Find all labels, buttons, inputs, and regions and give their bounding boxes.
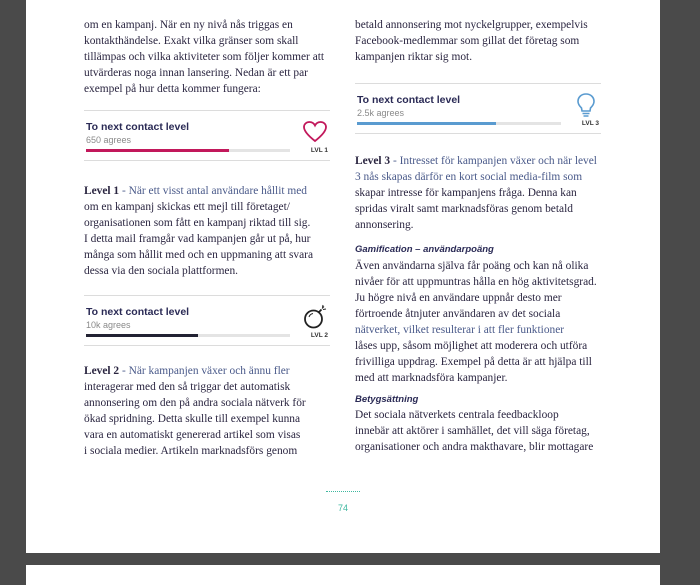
progress-track xyxy=(86,334,290,337)
level-1-heading: Level 1 xyxy=(84,185,120,197)
lightbulb-icon xyxy=(573,92,599,118)
next-page-edge xyxy=(26,565,660,585)
left-intro-paragraph: om en kampanj. När en ny nivå nås triggas en kontakthändelse. Exakt vilka gränser som skall tillämpas och vilka aktiviteter som följer kommer att utvärderas noga innan lansering. Nedan är ett par exempel på hur detta kommer fungera: xyxy=(84,19,325,95)
level-label: LVL 1 xyxy=(310,147,328,154)
progress-fill xyxy=(86,334,198,337)
agrees-count: 2.5k agrees xyxy=(357,108,405,118)
level-label: LVL 2 xyxy=(310,332,328,339)
level-3-paragraph: Level 3 - Intresset för kampanjen växer och när level 3 nås skapas därför en kort social media-film som skapar intresse för kampanjens fråga. Denna kan spridas viralt samt marknadsföras genom betald annonsering. xyxy=(355,155,597,231)
agrees-count: 650 agrees xyxy=(86,135,132,145)
progress-fill xyxy=(86,149,229,152)
box-title: To next contact level xyxy=(86,306,190,318)
level-2-heading: Level 2 xyxy=(84,365,120,377)
right-intro-paragraph: betald annonsering mot nyckelgrupper, exempelvis Facebook-medlemmar som gillat det företag som kampanjen riktar sig mot. xyxy=(355,19,588,63)
progress-track xyxy=(357,122,561,125)
page-number: 74 xyxy=(337,503,348,513)
level-label: LVL 3 xyxy=(581,120,599,127)
gamification-heading: Gamification – användarpoäng xyxy=(355,244,494,255)
level-2-paragraph: Level 2 - När kampanjen växer och ännu fler interagerar med den så triggar det automatisk annonsering om den på andra sociala nätverk för ökad spridning. Detta skulle till exempel kunna vara en automatiskt genererad artikel som visas i sociala medier. Artikeln marknadsförs genom xyxy=(84,365,306,457)
contact-level-box-1 xyxy=(84,110,330,161)
document-page xyxy=(26,0,660,553)
contact-level-box-3 xyxy=(355,83,601,134)
contact-level-box-2 xyxy=(84,295,330,346)
agrees-count: 10k agrees xyxy=(86,320,131,330)
level-1-paragraph: Level 1 - När ett visst antal användare hållit med om en kampanj skickas ett mejl till företaget/ organisationen som fått en kampanj riktad till sig. I detta mail framgår vad kampanjen går ut på, hur många som hållit med och en uppmaning att svara dessa via den sociala plattformen. xyxy=(84,185,314,277)
footer-divider xyxy=(326,491,360,492)
level-3-heading: Level 3 xyxy=(355,155,391,167)
progress-track xyxy=(86,149,290,152)
heart-icon xyxy=(302,119,328,145)
rating-paragraph: Det sociala nätverkets centrala feedbackloop innebär att aktörer i samhället, det vill säga företag, organisationer och andra makthavare, blir mottagare xyxy=(355,409,594,453)
rating-heading: Betygsättning xyxy=(355,394,419,405)
gamification-paragraph: Även användarna själva får poäng och kan nå olika nivåer för att uppmuntras hålla en hög aktivitetsgrad. Ju högre nivå en användare uppnår desto mer förtroende åtnjuter användaren av det sociala nätverket, vilket resulterar i att fler funktioner låses upp, såsom möjlighet att moderera och utföra frivilliga uppdrag. Exempel på detta är att hjälpa till med att marknadsföra kampanjer. xyxy=(355,260,597,384)
progress-fill xyxy=(357,122,496,125)
box-title: To next contact level xyxy=(86,121,190,133)
bomb-icon xyxy=(302,304,328,330)
box-title: To next contact level xyxy=(357,94,461,106)
